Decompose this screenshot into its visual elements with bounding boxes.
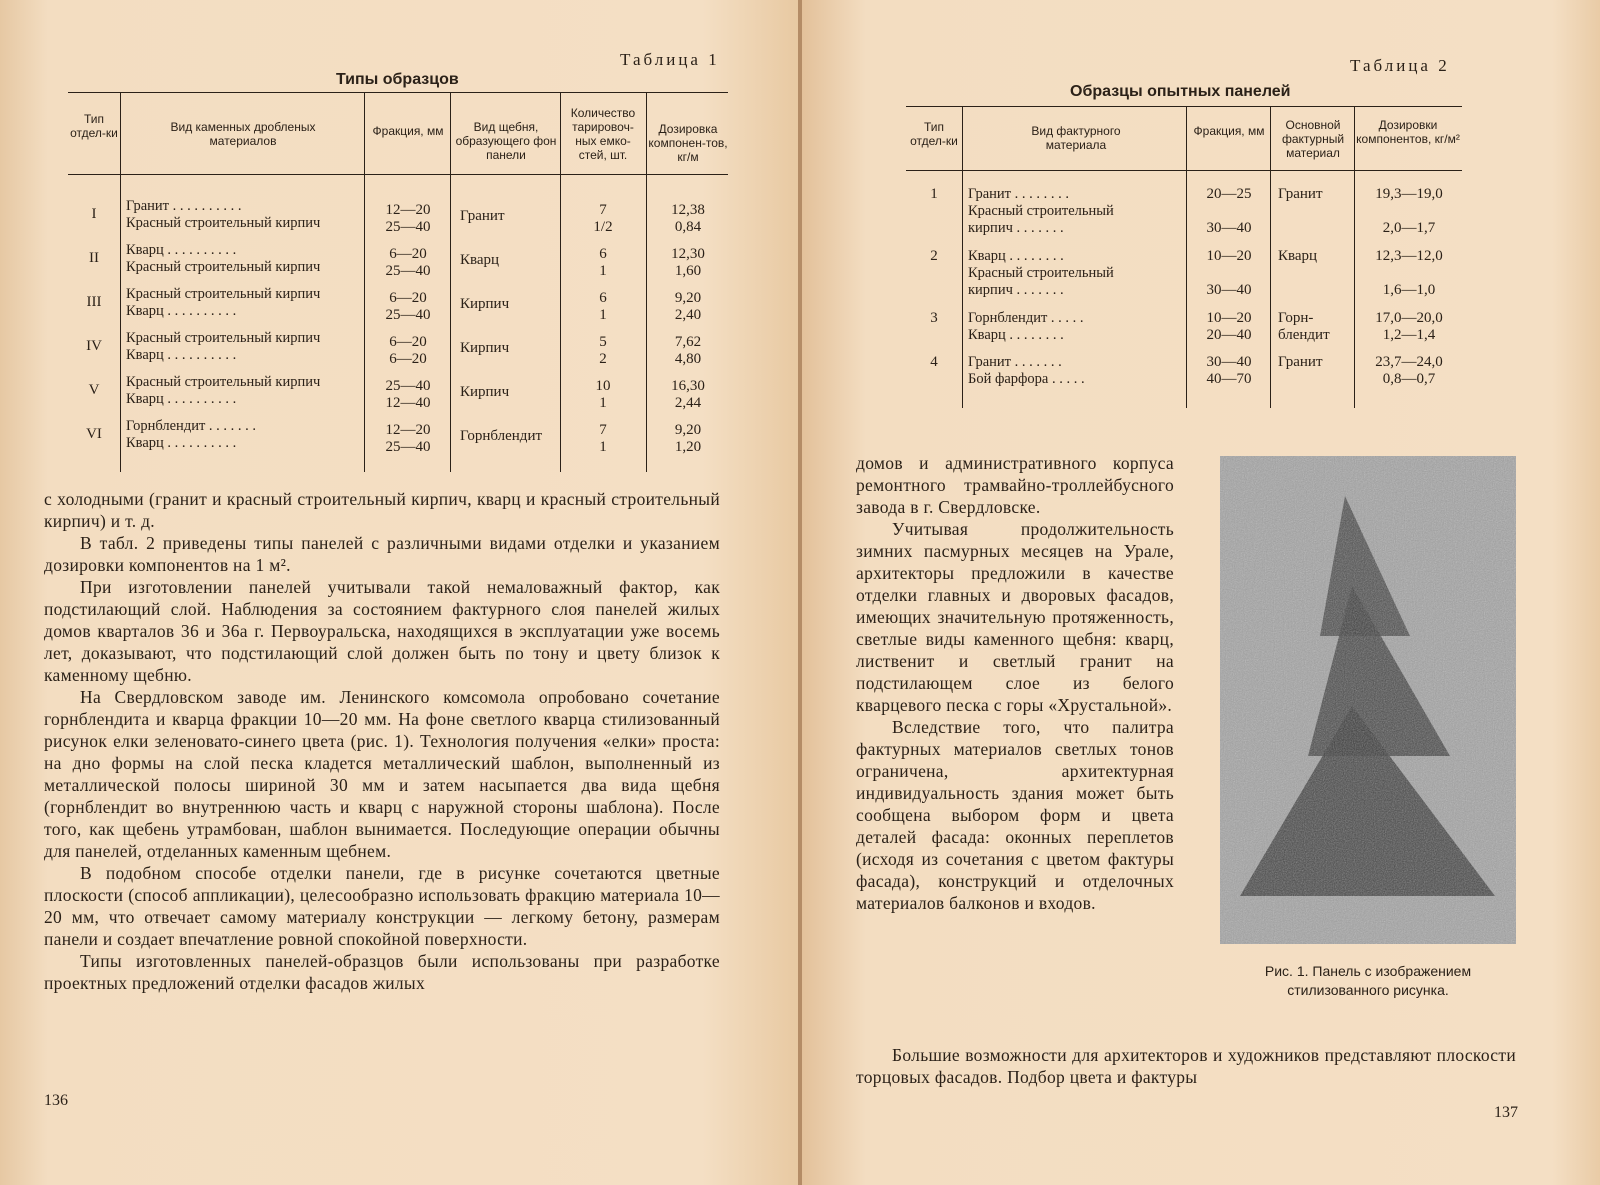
right-bottom-text: [856, 1044, 1516, 1088]
table1-row-dose: 1,20: [674, 439, 702, 455]
figure-caption-line-1: Рис. 1. Панель с изображением: [1264, 963, 1472, 979]
table1-row-fraction: 6—20: [389, 351, 427, 367]
table1-row-count: 6: [599, 290, 607, 306]
table1-row-background: Кирпич: [460, 340, 510, 356]
table1-row-material: Красный строительный кирпич: [126, 259, 321, 275]
table1-header-fraction: Фракция, мм: [372, 124, 444, 138]
table2-row-fraction: 40—70: [1206, 371, 1252, 387]
tree-figure-graphic: [1220, 456, 1516, 944]
right-paragraph-1: домов и административного корпуса ремонтного трамвайно-троллейбусного завода в г. Свердловске.: [856, 453, 1174, 517]
table2-row-type: 4: [930, 354, 938, 370]
table1-row-dose: 1,60: [674, 263, 702, 279]
left-body-text: [44, 488, 720, 994]
table2-row-fraction: 20—40: [1206, 327, 1252, 343]
figure-stylized-tree-panel: [1220, 456, 1516, 944]
table2-row-material: кирпич . . . . . . .: [968, 220, 1064, 236]
right-page: [802, 0, 1600, 1185]
table1-row-material: Горнблендит . . . . . . .: [126, 418, 257, 434]
table2-row-base: Кварц: [1278, 248, 1318, 264]
table2-row-fraction: 30—40: [1206, 282, 1252, 298]
table1-row-count: 5: [599, 334, 607, 350]
right-paragraph-3: Вследствие того, что палитра фактурных материалов светлых тонов ограничена, архитектурная индивидуальность здания может быть сообщена выбором форм и цвета деталей фасада: оконных переплетов (исходя из сочетания с цветом фактуры фасада), конструкций и отделочных материалов балконов и входов.: [856, 717, 1174, 913]
table1-row-count: 1: [599, 439, 607, 455]
table1-row-fraction: 12—20: [385, 202, 431, 218]
table1-header-background: Вид щебня, образующего фон панели: [455, 120, 557, 162]
table1-row-count: 6: [599, 246, 607, 262]
figure-caption: [1206, 962, 1530, 1000]
table1-header-dose: Дозировка компонен-тов, кг/м: [648, 122, 728, 164]
table2-row-type: 3: [930, 310, 938, 326]
table1-header-type: Тип отдел-ки: [70, 112, 118, 140]
table1-row-material: Красный строительный кирпич: [126, 330, 321, 346]
table1-row-fraction: 6—20: [389, 334, 427, 350]
table1-row-dose: 7,62: [674, 334, 702, 350]
table1-row-dose: 9,20: [674, 422, 702, 438]
table1-title: Типы образцов: [336, 71, 459, 88]
table1-row-type: V: [88, 382, 100, 398]
table1-row-count: 7: [599, 202, 607, 218]
table2-row-base: блендит: [1278, 327, 1330, 343]
table2-row-fraction: 20—25: [1206, 186, 1252, 202]
left-paragraph-2: В табл. 2 приведены типы панелей с различными видами отделки и указанием дозировки компонентов на 1 м².: [44, 533, 720, 575]
table2-row-dose: 0,8—0,7: [1382, 371, 1436, 387]
table2-header-type: Тип отдел-ки: [910, 120, 958, 148]
table1-row-background: Кирпич: [460, 384, 510, 400]
table2-row-material: Кварц . . . . . . . .: [968, 327, 1064, 343]
table2-header-fraction: Фракция, мм: [1193, 124, 1265, 138]
table2-row-material: Горнблендит . . . . .: [968, 310, 1084, 326]
table1-row-dose: 16,30: [671, 378, 705, 394]
table2-number: Таблица 2: [1350, 56, 1450, 75]
table1-row-dose: 12,38: [671, 202, 705, 218]
figure-caption-line-2: стилизованного рисунка.: [1287, 982, 1449, 998]
table1-row-dose: 12,30: [671, 246, 705, 262]
left-paragraph-4: На Свердловском заводе им. Ленинского комсомола опробовано сочетание горнблендита и кварца фракции 10—20 мм. На фоне светлого кварца стилизованный рисунок елки зеленовато-синего цвета (рис. 1). Технология получения «елки» проста: на дно формы на слой песка кладется металлический шаблон, выполненный из металлической полосы шириной 30 мм и затем насыпается два вида щебня (горнблендит во внутреннюю часть и кварц с наружной стороны шаблона). После того, как щебень утрамбован, шаблон вынимается. Последующие операции обычны для панелей, отделанных каменным щебнем.: [44, 687, 720, 861]
left-paragraph-6: Типы изготовленных панелей-образцов были использованы при разработке проектных предложений отделки фасадов жилых: [44, 951, 720, 993]
table1-row-count: 2: [599, 351, 607, 367]
table2-header-material: Вид фактурного материала: [1031, 124, 1121, 152]
table1-row-count: 7: [599, 422, 607, 438]
table1-row-material: Кварц . . . . . . . . . .: [126, 303, 237, 319]
table1-row-material: Кварц . . . . . . . . . .: [126, 347, 237, 363]
table1-row-type: I: [91, 206, 97, 222]
table2-row-material: Бой фарфора . . . . .: [968, 371, 1085, 387]
table1-row-material: Красный строительный кирпич: [126, 374, 321, 390]
table1-row-fraction: 25—40: [385, 219, 431, 235]
table1-header-materials: Вид каменных дробленых материалов: [170, 120, 316, 148]
table2-row-base: Горн-: [1278, 310, 1314, 326]
table2-row-material: Гранит . . . . . . .: [968, 354, 1062, 370]
left-page-number: 136: [44, 1092, 68, 1109]
table1-row-count: 10: [595, 378, 611, 394]
table1-row-type: III: [86, 294, 102, 310]
table2-row-dose: 23,7—24,0: [1375, 354, 1443, 370]
table1-row-background: Горнблендит: [460, 428, 543, 444]
left-paragraph-3: При изготовлении панелей учитывали такой немаловажный фактор, как подстилающий слой. Наблюдения за состоянием фактурного слоя панелей жилых домов кварталов 36 и 36а г. Первоуральска, находящихся в эксплуатации уже восемь лет, доказывают, что подстилающий слой должен быть по тону и цвету близок к каменному щебню.: [44, 577, 720, 685]
right-paragraph-4: Большие возможности для архитекторов и художников представляют плоскости торцовых фасадов. Подбор цвета и фактуры: [856, 1045, 1516, 1087]
table1-row-fraction: 25—40: [385, 307, 431, 323]
right-column-text: [856, 452, 1174, 914]
table2-row-material: Красный строительный: [968, 265, 1114, 281]
table1-row-material: Красный строительный кирпич: [126, 286, 321, 302]
table1-row-fraction: 6—20: [389, 246, 427, 262]
table1-row-dose: 2,40: [674, 307, 702, 323]
table2-row-material: кирпич . . . . . . .: [968, 282, 1064, 298]
table1-row-dose: 0,84: [674, 219, 702, 235]
table1-row-count: 1: [599, 263, 607, 279]
table1-row-background: Гранит: [460, 208, 505, 224]
left-paragraph-5: В подобном способе отделки панели, где в рисунке сочетаются цветные плоскости (способ аппликации), целесообразно использовать фракцию материала 10—20 мм, что отвечает самому материалу конструкции — легкому бетону, размерам панели и создает впечатление ровной спокойной поверхности.: [44, 863, 720, 949]
table1-row-fraction: 25—40: [385, 263, 431, 279]
left-paragraph-1: с холодными (гранит и красный строительный кирпич, кварц и красный строительный кирпич) и т. д.: [44, 489, 720, 531]
table1-row-fraction: 6—20: [389, 290, 427, 306]
table1-row-fraction: 12—40: [385, 395, 431, 411]
table1-row-material: Красный строительный кирпич: [126, 215, 321, 231]
table1-row-type: II: [89, 250, 99, 266]
table1-row-material: Гранит . . . . . . . . . .: [126, 198, 242, 214]
table2-row-base: Гранит: [1278, 354, 1323, 370]
table1-row-type: IV: [86, 338, 102, 354]
table1-row-count: 1: [599, 307, 607, 323]
table2-row-dose: 1,6—1,0: [1382, 282, 1436, 298]
table1-row-material: Кварц . . . . . . . . . .: [126, 391, 237, 407]
table2-row-material: Гранит . . . . . . . .: [968, 186, 1070, 202]
right-paragraph-2: Учитывая продолжительность зимних пасмурных месяцев на Урале, архитекторы предложили в качестве отделки главных и дворовых фасадов, имеющих значительную протяженность, светлые виды каменного щебня: кварц, лиственит и светлый гранит на подстилающем слое из белого кварцевого песка с горы «Хрустальной».: [856, 519, 1174, 715]
table1-row-fraction: 25—40: [385, 378, 431, 394]
table2-header-base: Основной фактурный материал: [1281, 118, 1345, 160]
table2-row-type: 1: [930, 186, 938, 202]
table1-row-dose: 2,44: [674, 395, 702, 411]
table2-row-type: 2: [930, 248, 938, 264]
table1-row-fraction: 25—40: [385, 439, 431, 455]
table1-row-fraction: 12—20: [385, 422, 431, 438]
table1-row-material: Кварц . . . . . . . . . .: [126, 242, 237, 258]
table1-row-count: 1: [599, 395, 607, 411]
table1-row-count: 1/2: [593, 219, 613, 235]
table2-row-fraction: 30—40: [1206, 354, 1252, 370]
right-page-number: 137: [1494, 1104, 1518, 1121]
table2-row-dose: 1,2—1,4: [1382, 327, 1436, 343]
table1-row-dose: 4,80: [674, 351, 702, 367]
table1: [68, 92, 728, 472]
table2-row-dose: 17,0—20,0: [1375, 310, 1443, 326]
table1-number: Таблица 1: [620, 50, 720, 69]
table2-row-fraction: 10—20: [1206, 310, 1252, 326]
table1-row-dose: 9,20: [674, 290, 702, 306]
table2-row-fraction: 30—40: [1206, 220, 1252, 236]
table2-row-dose: 12,3—12,0: [1375, 248, 1443, 264]
table1-row-type: VI: [86, 426, 102, 442]
left-page: [0, 0, 798, 1185]
table2-row-dose: 2,0—1,7: [1382, 220, 1436, 236]
table2-row-dose: 19,3—19,0: [1375, 186, 1443, 202]
table1-row-material: Кварц . . . . . . . . . .: [126, 435, 237, 451]
table1-row-background: Кварц: [460, 252, 500, 268]
table2-row-material: Красный строительный: [968, 203, 1114, 219]
table2-header-dose: Дозировки компонентов, кг/м²: [1356, 118, 1460, 146]
table2: [906, 106, 1462, 408]
table1-row-background: Кирпич: [460, 296, 510, 312]
table2-row-fraction: 10—20: [1206, 248, 1252, 264]
table2-title: Образцы опытных панелей: [1070, 83, 1291, 100]
table2-row-base: Гранит: [1278, 186, 1323, 202]
table1-header-count: Количество тарировоч-ных емко-стей, шт.: [570, 106, 636, 162]
table2-row-material: Кварц . . . . . . . .: [968, 248, 1064, 264]
